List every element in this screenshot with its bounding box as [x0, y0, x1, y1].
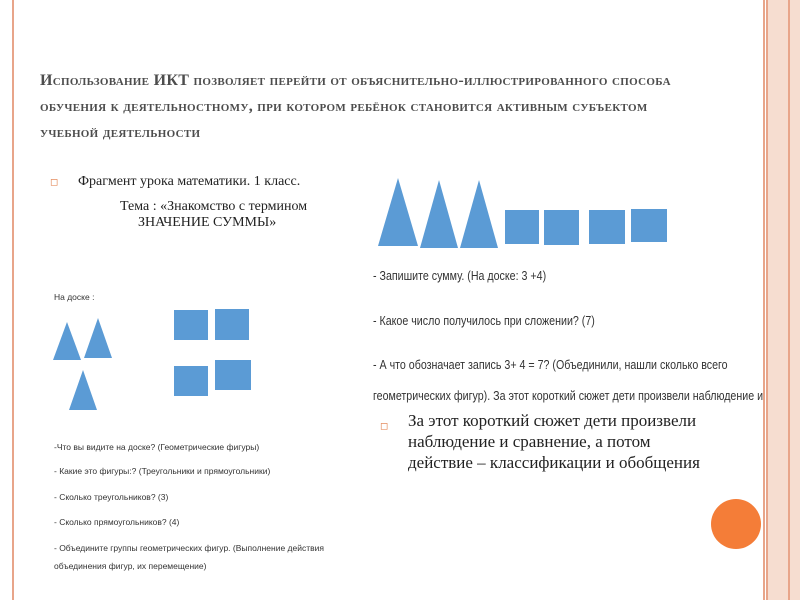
board-line: - А что обозначает запись 3+ 4 = 7? (Объединили, нашли сколько всего: [373, 357, 728, 372]
triangle-shape: [84, 318, 112, 358]
slide-title: Использование ИКТ позволяет перейти от объяснительно-иллюстрированного способа обучения к деятельностному, при котором ребёнок становится активным субъектом учебной деятельности: [40, 72, 671, 141]
board-question: - Сколько прямоугольников? (4): [54, 517, 180, 527]
board-question: - Какие это фигуры:? (Треугольники и прямоугольники): [54, 466, 271, 476]
board-question: - Сколько треугольников? (3): [54, 492, 169, 502]
summary-text: За этот короткий сюжет дети произвели наблюдение и сравнение, а потом действие – классификации и обобщения: [408, 411, 700, 472]
square-shape: [215, 360, 251, 390]
decorative-circle: [711, 499, 761, 549]
square-shape: [589, 210, 625, 244]
triangle-shape: [378, 178, 418, 246]
triangle-shape: [420, 180, 458, 248]
summary-bullet: [380, 410, 700, 473]
board-label: На доске :: [54, 292, 95, 302]
bullet-icon: ◻: [50, 177, 59, 188]
decorative-stripe-line: [788, 0, 790, 600]
triangle-shape: [69, 370, 97, 410]
square-shape: [505, 210, 539, 244]
square-shape: [174, 310, 208, 340]
board-question: - Объедините группы геометрических фигур. (Выполнение действия: [54, 543, 325, 553]
board-line: геометрических фигур). За этот короткий сюжет дети произвели наблюдение и: [373, 388, 764, 403]
square-shape: [631, 209, 667, 242]
board-question: объединения фигур, их перемещение): [54, 561, 207, 571]
topic-line-1: Тема : «Знакомство с термином: [120, 199, 308, 214]
triangle-shape: [460, 180, 498, 248]
square-shape: [215, 309, 249, 340]
square-shape: [174, 366, 208, 396]
decorative-stripe: [766, 0, 800, 600]
lesson-fragment-text: Фрагмент урока математики. 1 класс.: [78, 174, 301, 189]
board-question: -Что вы видите на доске? (Геометрические фигуры): [54, 442, 260, 452]
left-bullet: [50, 174, 380, 231]
board-line: - Какое число получилось при сложении? (7): [373, 313, 595, 328]
bullet-icon: ◻: [380, 421, 389, 432]
triangle-shape: [53, 322, 81, 360]
square-shape: [544, 210, 579, 245]
topic-line-2: ЗНАЧЕНИЕ СУММЫ»: [138, 215, 277, 230]
board-line: - Запишите сумму. (На доске: 3 +4): [373, 268, 547, 283]
